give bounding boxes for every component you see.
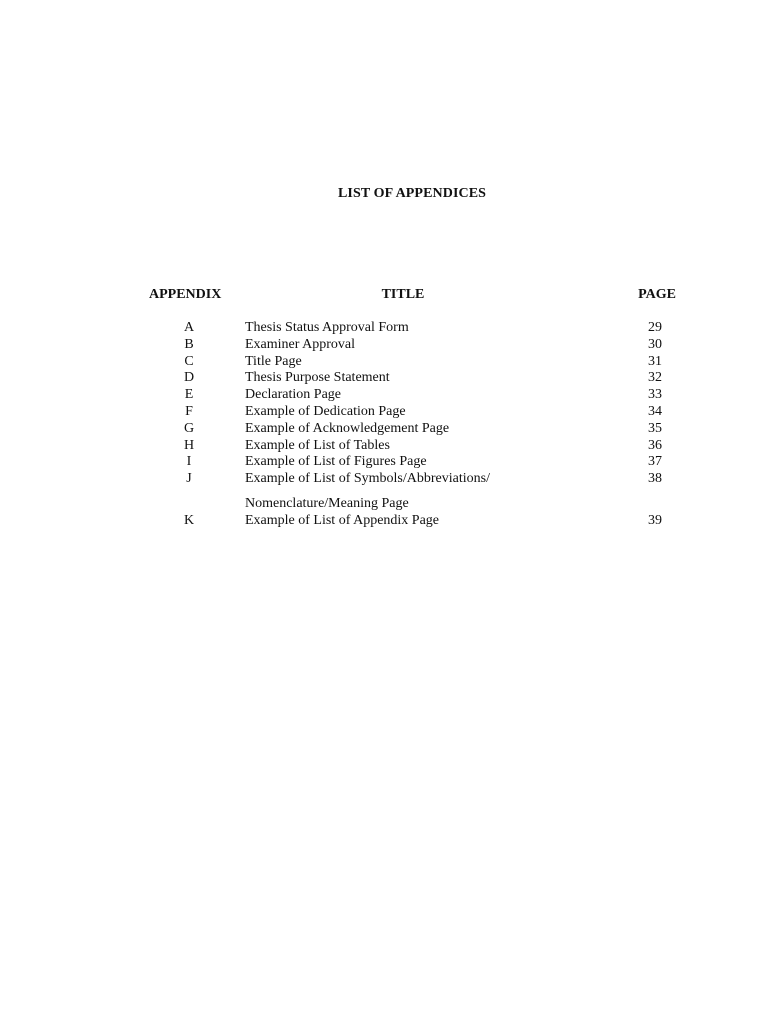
appendix-letter: B: [184, 336, 194, 352]
appendix-title: Thesis Status Approval Form: [245, 320, 409, 335]
appendix-letter: J: [186, 471, 192, 487]
appendix-title: [245, 471, 605, 513]
appendix-letter: I: [186, 454, 192, 470]
appendix-letter: H: [183, 437, 195, 453]
appendix-page-number: 39: [648, 513, 662, 529]
appendix-page-number: 37: [648, 454, 662, 470]
list-item: [0, 404, 768, 421]
appendix-title: Example of List of Tables: [245, 437, 390, 453]
appendix-title: Declaration Page: [245, 387, 342, 403]
appendix-letter: K: [183, 513, 195, 529]
appendix-letter: C: [184, 353, 194, 369]
list-item: [0, 387, 768, 404]
header-title: TITLE: [381, 287, 425, 302]
appendix-page-number: 31: [648, 353, 662, 369]
list-item: [0, 337, 768, 354]
appendix-title-line-1: Example of List of Symbols/Abbreviations/: [245, 471, 490, 487]
list-item: [0, 454, 768, 471]
list-item: [0, 513, 768, 530]
appendix-page-number: 34: [648, 403, 662, 419]
list-item: [0, 421, 768, 438]
appendix-letter: D: [183, 370, 195, 386]
appendix-title: Example of Dedication Page: [245, 403, 406, 419]
header-page: PAGE: [638, 287, 676, 302]
appendix-title: Example of List of Appendix Page: [245, 513, 440, 529]
appendix-page-number: 38: [648, 471, 662, 487]
appendix-title-line-2: Nomenclature/Meaning Page: [245, 495, 409, 511]
appendix-page-number: 36: [648, 437, 662, 453]
list-item: [0, 354, 768, 371]
appendix-letter: F: [185, 403, 193, 419]
appendix-title: Example of List of Figures Page: [245, 454, 427, 470]
header-appendix: APPENDIX: [149, 287, 222, 302]
appendix-list: [0, 320, 768, 530]
appendix-title: Examiner Approval: [245, 336, 356, 352]
page-title: LIST OF APPENDICES: [337, 186, 487, 201]
appendix-letter: E: [184, 387, 194, 403]
appendix-title: Title Page: [245, 353, 302, 369]
appendix-page-number: 35: [648, 420, 662, 436]
appendix-title: Thesis Purpose Statement: [245, 370, 390, 386]
list-item: [0, 370, 768, 387]
column-headers: [0, 287, 768, 307]
appendix-page-number: 32: [648, 370, 662, 386]
appendix-letter: A: [183, 320, 195, 335]
list-item: [0, 438, 768, 455]
list-item: [0, 471, 768, 513]
appendix-letter: G: [183, 420, 195, 436]
appendix-title: Example of Acknowledgement Page: [245, 420, 450, 436]
list-item: [0, 320, 768, 337]
appendix-page-number: 30: [648, 336, 662, 352]
appendix-page-number: 33: [648, 387, 662, 403]
appendix-page-number: 29: [648, 320, 662, 335]
